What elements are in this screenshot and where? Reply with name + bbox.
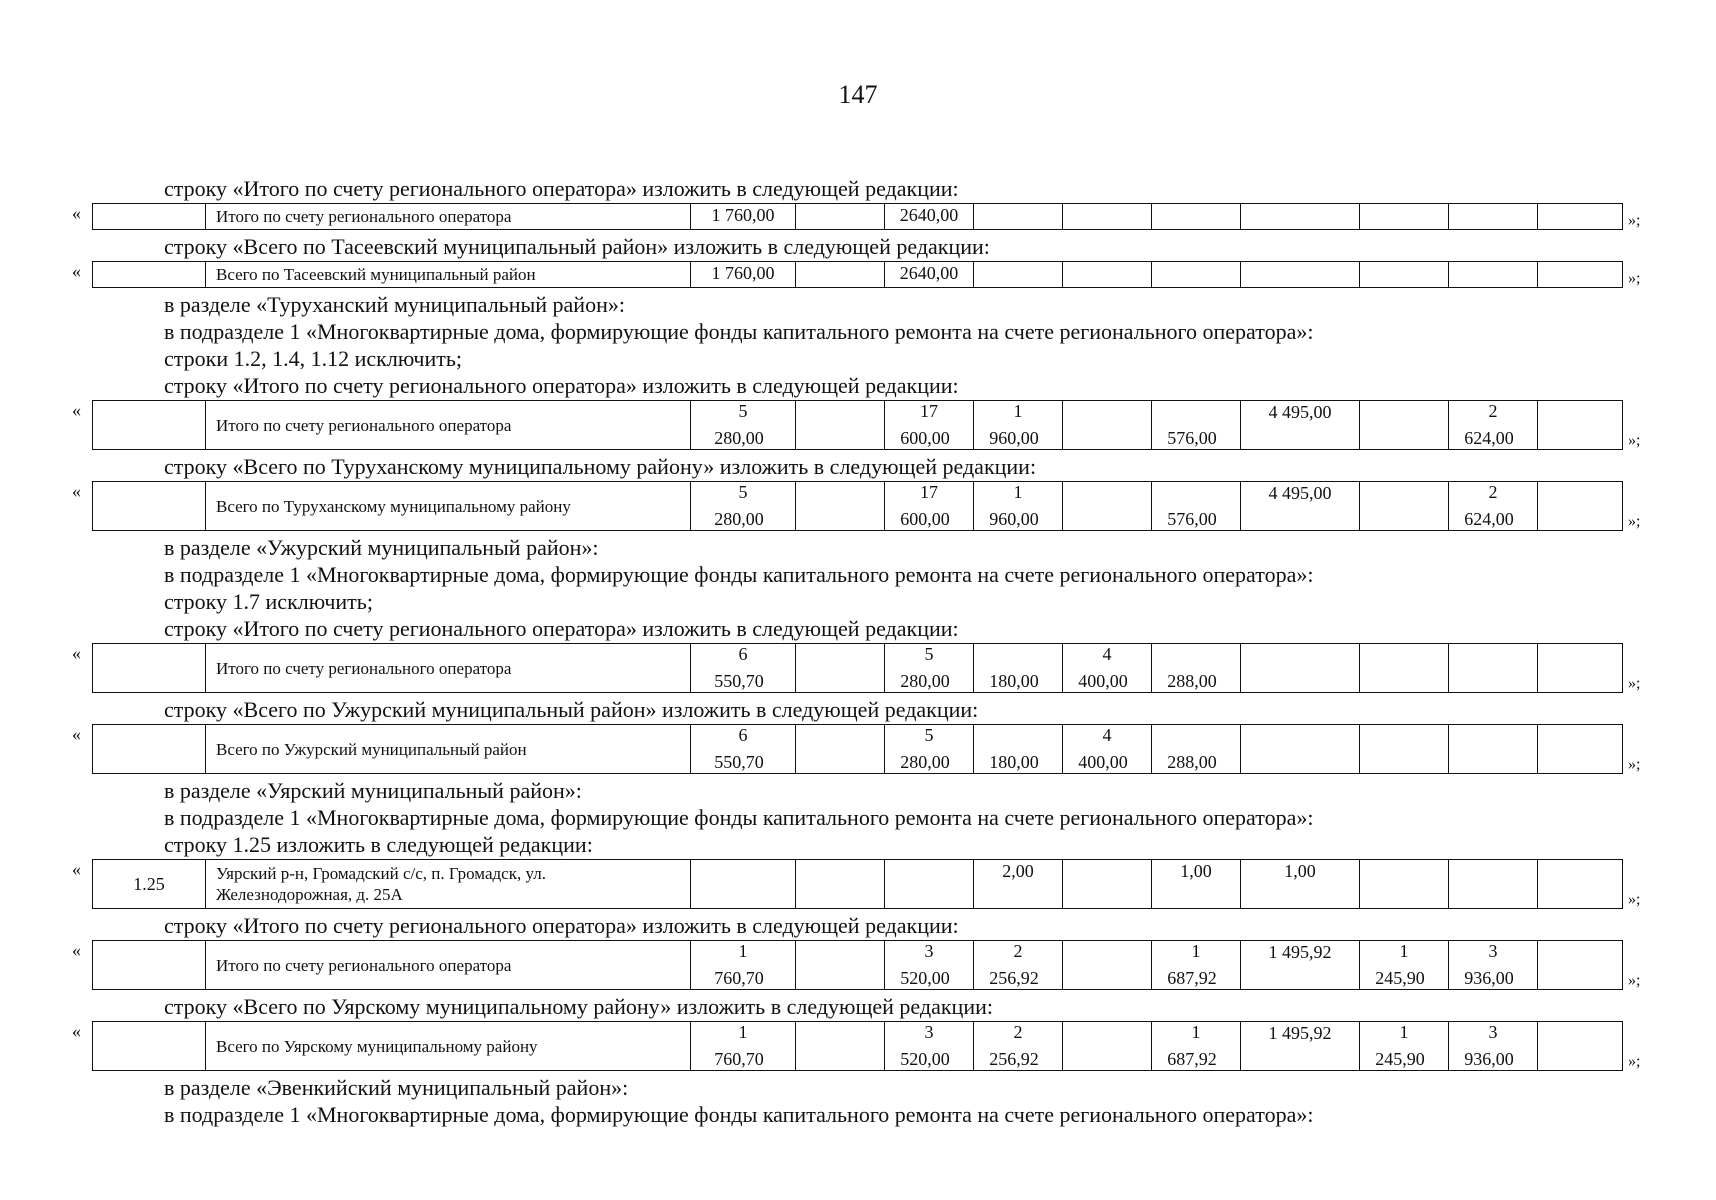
- value-text-bottom: 256,92: [989, 1049, 1039, 1069]
- row-number-cell: [93, 204, 206, 230]
- value-cell: [974, 262, 1063, 288]
- value-text-top: 3: [1488, 1022, 1498, 1042]
- value-text-bottom: 180,00: [989, 671, 1039, 691]
- value-text: 1 495,92: [1268, 942, 1332, 962]
- value-text: 2640,00: [899, 263, 959, 283]
- subsection-line: в подразделе 1 «Многоквартирные дома, формирующие фонды капитального ремонта на счете регионального оператора»:: [164, 1102, 1314, 1127]
- value-text-bottom: 288,00: [1167, 752, 1217, 772]
- value-cell: [1152, 482, 1241, 531]
- value-cell: [1063, 860, 1152, 909]
- row-name: Всего по Туруханскому муниципальному району: [216, 496, 571, 516]
- value-cell: [1152, 1022, 1241, 1071]
- value-cell: [1538, 204, 1623, 230]
- amendment-row: [72, 859, 1672, 909]
- row-number-cell: [93, 941, 206, 990]
- instruction-line: строку «Итого по счету регионального оператора» изложить в следующей редакции:: [164, 616, 959, 641]
- value-cell: [691, 725, 796, 774]
- value-text-bottom: 760,70: [714, 968, 764, 988]
- value-cell: [1241, 482, 1360, 531]
- value-cell: [1538, 482, 1623, 531]
- value-text-bottom: 280,00: [714, 509, 764, 529]
- value-text-bottom: 936,00: [1464, 968, 1514, 988]
- close-quote: »;: [1628, 972, 1641, 989]
- close-quote: »;: [1628, 212, 1641, 229]
- value-cell: [1449, 1022, 1538, 1071]
- value-text-bottom: 624,00: [1464, 428, 1514, 448]
- value-text-top: 2: [1013, 941, 1023, 961]
- value-cell: [1449, 860, 1538, 909]
- amendment-table: [92, 1021, 1623, 1071]
- table-row: [93, 1022, 1623, 1071]
- value-text-bottom: 960,00: [989, 509, 1039, 529]
- value-cell: [796, 262, 885, 288]
- close-quote: »;: [1628, 513, 1641, 530]
- value-cell: [885, 1022, 974, 1071]
- amendment-table: [92, 400, 1623, 450]
- value-text: 1 760,00: [711, 263, 775, 283]
- value-text-bottom: 576,00: [1167, 509, 1217, 529]
- value-text: 2640,00: [899, 205, 959, 225]
- value-text-bottom: 687,92: [1167, 968, 1217, 988]
- value-cell: [1449, 941, 1538, 990]
- value-cell: [1063, 644, 1152, 693]
- value-text-top: 17: [920, 401, 938, 421]
- row-name-cell: [206, 204, 691, 230]
- value-text-top: 6: [738, 644, 748, 664]
- value-text: 1 495,92: [1268, 1023, 1332, 1043]
- value-text-bottom: 960,00: [989, 428, 1039, 448]
- value-cell: [885, 725, 974, 774]
- value-cell: [885, 262, 974, 288]
- value-text-top: 2: [1013, 1022, 1023, 1042]
- value-text-top: 3: [924, 1022, 934, 1042]
- amendment-table: [92, 481, 1623, 531]
- value-cell: [796, 941, 885, 990]
- subsection-line: в подразделе 1 «Многоквартирные дома, формирующие фонды капитального ремонта на счете регионального оператора»:: [164, 562, 1314, 587]
- value-cell: [691, 482, 796, 531]
- row-name-cell: [206, 860, 691, 909]
- amendment-table: [92, 643, 1623, 693]
- instruction-line: строку «Всего по Уярскому муниципальному району» изложить в следующей редакции:: [164, 994, 993, 1019]
- value-cell: [1449, 401, 1538, 450]
- table-row: [93, 204, 1623, 230]
- value-text-top: 5: [924, 644, 934, 664]
- value-text-top: 17: [920, 482, 938, 502]
- value-text-bottom: 280,00: [900, 752, 950, 772]
- table-row: [93, 482, 1623, 531]
- row-number-cell: [93, 482, 206, 531]
- row-name-cell: [206, 482, 691, 531]
- value-text: 1 760,00: [711, 205, 775, 225]
- value-cell: [1360, 262, 1449, 288]
- value-text: 1,00: [1284, 861, 1316, 881]
- value-cell: [974, 644, 1063, 693]
- table-row: [93, 860, 1623, 909]
- value-text-top: 5: [738, 482, 748, 502]
- value-text-top: 3: [924, 941, 934, 961]
- value-cell: [1241, 204, 1360, 230]
- value-cell: [1152, 204, 1241, 230]
- value-cell: [1241, 644, 1360, 693]
- row-name-cell: [206, 262, 691, 288]
- row-name-cell: [206, 941, 691, 990]
- row-name: Итого по счету регионального оператора: [216, 658, 512, 678]
- value-text-top: 1: [1013, 401, 1023, 421]
- value-cell: [1538, 262, 1623, 288]
- amendment-table: [92, 940, 1623, 990]
- value-cell: [1063, 941, 1152, 990]
- value-text-bottom: 936,00: [1464, 1049, 1514, 1069]
- instruction-line: строку «Всего по Тасеевский муниципальный район» изложить в следующей редакции:: [164, 234, 990, 259]
- value-cell: [1360, 1022, 1449, 1071]
- value-cell: [1152, 401, 1241, 450]
- value-cell: [974, 941, 1063, 990]
- value-cell: [1360, 725, 1449, 774]
- value-cell: [1152, 644, 1241, 693]
- value-text-bottom: 245,90: [1375, 1049, 1425, 1069]
- value-cell: [1360, 644, 1449, 693]
- value-cell: [796, 482, 885, 531]
- value-cell: [974, 860, 1063, 909]
- value-text-bottom: 550,70: [714, 671, 764, 691]
- value-cell: [974, 1022, 1063, 1071]
- value-text: 4 495,00: [1268, 483, 1332, 503]
- value-text-top: 1: [1399, 941, 1409, 961]
- instruction-line: строку «Итого по счету регионального оператора» изложить в следующей редакции:: [164, 176, 959, 201]
- value-text-top: 4: [1102, 725, 1112, 745]
- value-cell: [885, 482, 974, 531]
- document-body: [72, 176, 1672, 1129]
- value-cell: [1538, 644, 1623, 693]
- value-text-bottom: 288,00: [1167, 671, 1217, 691]
- value-cell: [1152, 262, 1241, 288]
- value-cell: [796, 1022, 885, 1071]
- section-line: в разделе «Ужурский муниципальный район»:: [164, 535, 599, 560]
- value-cell: [691, 644, 796, 693]
- value-cell: [1241, 401, 1360, 450]
- section-line: в разделе «Уярский муниципальный район»:: [164, 778, 582, 803]
- table-row: [93, 725, 1623, 774]
- row-number-cell: 1.25: [93, 860, 206, 909]
- value-cell: [691, 204, 796, 230]
- value-cell: [1360, 204, 1449, 230]
- value-text-top: 4: [1102, 644, 1112, 664]
- value-cell: [1538, 401, 1623, 450]
- amendment-table: [92, 724, 1623, 774]
- value-text-top: 3: [1488, 941, 1498, 961]
- value-cell: [1241, 262, 1360, 288]
- row-number-cell: [93, 262, 206, 288]
- value-cell: [1449, 482, 1538, 531]
- amendment-row: [72, 481, 1672, 531]
- value-cell: [1063, 482, 1152, 531]
- open-quote: «: [72, 643, 81, 663]
- value-cell: [1449, 262, 1538, 288]
- subsection-line: в подразделе 1 «Многоквартирные дома, формирующие фонды капитального ремонта на счете регионального оператора»:: [164, 319, 1314, 344]
- instruction-line: строку «Всего по Ужурский муниципальный район» изложить в следующей редакции:: [164, 697, 979, 722]
- value-text-bottom: 600,00: [900, 428, 950, 448]
- amendment-row: [72, 400, 1672, 450]
- value-text-bottom: 576,00: [1167, 428, 1217, 448]
- section-line: в разделе «Туруханский муниципальный район»:: [164, 292, 625, 317]
- value-text-top: 2: [1488, 401, 1498, 421]
- value-cell: [796, 401, 885, 450]
- value-text-top: 2: [1488, 482, 1498, 502]
- value-cell: [1063, 204, 1152, 230]
- close-quote: »;: [1628, 756, 1641, 773]
- value-cell: [885, 941, 974, 990]
- value-cell: [885, 401, 974, 450]
- open-quote: «: [72, 859, 81, 879]
- value-cell: [796, 204, 885, 230]
- value-text-bottom: 624,00: [1464, 509, 1514, 529]
- value-cell: [974, 204, 1063, 230]
- value-text-top: 1: [1399, 1022, 1409, 1042]
- page-number: 147: [838, 80, 878, 109]
- value-cell: [1360, 860, 1449, 909]
- value-cell: [1241, 860, 1360, 909]
- amendment-row: [72, 643, 1672, 693]
- amendment-table: [92, 859, 1623, 909]
- table-row: [93, 262, 1623, 288]
- row-name: Итого по счету регионального оператора: [216, 415, 512, 435]
- value-text: 4 495,00: [1268, 402, 1332, 422]
- value-cell: [1063, 262, 1152, 288]
- instruction-line: строку «Итого по счету регионального оператора» изложить в следующей редакции:: [164, 373, 959, 398]
- amendment-row: [72, 724, 1672, 774]
- value-cell: [691, 1022, 796, 1071]
- value-cell: [1241, 941, 1360, 990]
- row-name: Всего по Ужурский муниципальный район: [216, 739, 527, 759]
- open-quote: «: [72, 400, 81, 420]
- value-text: 2,00: [1002, 861, 1034, 881]
- value-text-top: 5: [738, 401, 748, 421]
- instruction-line: строки 1.2, 1.4, 1.12 исключить;: [164, 346, 463, 371]
- value-cell: [691, 941, 796, 990]
- value-text-bottom: 180,00: [989, 752, 1039, 772]
- value-cell: [796, 860, 885, 909]
- value-cell: [885, 204, 974, 230]
- row-name: Всего по Уярскому муниципальному району: [216, 1036, 538, 1056]
- value-cell: [691, 401, 796, 450]
- open-quote: «: [72, 1021, 81, 1041]
- value-text-bottom: 280,00: [714, 428, 764, 448]
- close-quote: »;: [1628, 270, 1641, 287]
- value-cell: [796, 725, 885, 774]
- value-cell: [1449, 644, 1538, 693]
- value-text-bottom: 600,00: [900, 509, 950, 529]
- row-name: Итого по счету регионального оператора: [216, 207, 512, 226]
- value-text-bottom: 245,90: [1375, 968, 1425, 988]
- row-name-cell: [206, 401, 691, 450]
- row-name-cell: [206, 1022, 691, 1071]
- value-cell: [974, 725, 1063, 774]
- amendment-row: [72, 1021, 1672, 1071]
- table-row: [93, 401, 1623, 450]
- instruction-line: строку «Итого по счету регионального оператора» изложить в следующей редакции:: [164, 913, 959, 938]
- value-text-bottom: 400,00: [1078, 671, 1128, 691]
- value-cell: [974, 482, 1063, 531]
- row-number-cell: [93, 401, 206, 450]
- value-cell: [1360, 482, 1449, 531]
- value-cell: [1449, 204, 1538, 230]
- amendment-table: [92, 261, 1623, 288]
- value-cell: [1538, 1022, 1623, 1071]
- value-text-bottom: 280,00: [900, 671, 950, 691]
- row-name: Всего по Тасеевский муниципальный район: [216, 265, 536, 284]
- row-number-cell: [93, 1022, 206, 1071]
- value-cell: [691, 262, 796, 288]
- value-cell: [1241, 1022, 1360, 1071]
- instruction-line: строку 1.25 изложить в следующей редакции:: [164, 832, 593, 857]
- value-cell: [796, 644, 885, 693]
- value-cell: [885, 644, 974, 693]
- amendment-row: [72, 203, 1672, 230]
- value-cell: [1063, 401, 1152, 450]
- value-text-bottom: 400,00: [1078, 752, 1128, 772]
- value-cell: [691, 860, 796, 909]
- table-row: [93, 941, 1623, 990]
- close-quote: »;: [1628, 891, 1641, 908]
- value-text-bottom: 520,00: [900, 968, 950, 988]
- value-cell: [1538, 941, 1623, 990]
- close-quote: »;: [1628, 432, 1641, 449]
- value-cell: [1360, 941, 1449, 990]
- instruction-line: строку 1.7 исключить;: [164, 589, 373, 614]
- value-cell: [1063, 725, 1152, 774]
- value-text-bottom: 256,92: [989, 968, 1039, 988]
- close-quote: »;: [1628, 675, 1641, 692]
- value-cell: [1152, 725, 1241, 774]
- row-name-cell: [206, 725, 691, 774]
- value-cell: [1152, 860, 1241, 909]
- open-quote: «: [72, 481, 81, 501]
- value-cell: [1063, 1022, 1152, 1071]
- value-cell: [1449, 725, 1538, 774]
- open-quote: «: [72, 203, 81, 223]
- instruction-line: строку «Всего по Туруханскому муниципальному району» изложить в следующей редакции:: [164, 454, 1037, 479]
- table-row: [93, 644, 1623, 693]
- value-text-top: 6: [738, 725, 748, 745]
- row-name: Уярский р-н, Громадский с/с, п. Громадск, ул. Железнодорожная, д. 25А: [216, 864, 546, 904]
- value-text-top: 1: [738, 941, 748, 961]
- value-cell: [1241, 725, 1360, 774]
- open-quote: «: [72, 261, 81, 281]
- value-text-bottom: 520,00: [900, 1049, 950, 1069]
- value-cell: [974, 401, 1063, 450]
- row-name-cell: [206, 644, 691, 693]
- amendment-row: [72, 940, 1672, 990]
- value-text-top: 5: [924, 725, 934, 745]
- row-name: Итого по счету регионального оператора: [216, 955, 512, 975]
- value-cell: [1538, 725, 1623, 774]
- value-text-top: 1: [1013, 482, 1023, 502]
- amendment-row: [72, 261, 1672, 288]
- value-text-top: 1: [1191, 1022, 1201, 1042]
- row-number-cell: [93, 725, 206, 774]
- value-text-top: 1: [1191, 941, 1201, 961]
- value-text-bottom: 550,70: [714, 752, 764, 772]
- row-number-cell: [93, 644, 206, 693]
- open-quote: «: [72, 940, 81, 960]
- value-text-top: 1: [738, 1022, 748, 1042]
- open-quote: «: [72, 724, 81, 744]
- value-cell: [885, 860, 974, 909]
- value-text-bottom: 687,92: [1167, 1049, 1217, 1069]
- value-cell: [1152, 941, 1241, 990]
- amendment-table: [92, 203, 1623, 230]
- value-cell: [1360, 401, 1449, 450]
- value-text: 1,00: [1180, 861, 1212, 881]
- section-line: в разделе «Эвенкийский муниципальный район»:: [164, 1075, 629, 1100]
- value-cell: [1538, 860, 1623, 909]
- subsection-line: в подразделе 1 «Многоквартирные дома, формирующие фонды капитального ремонта на счете регионального оператора»:: [164, 805, 1314, 830]
- close-quote: »;: [1628, 1053, 1641, 1070]
- value-text-bottom: 760,70: [714, 1049, 764, 1069]
